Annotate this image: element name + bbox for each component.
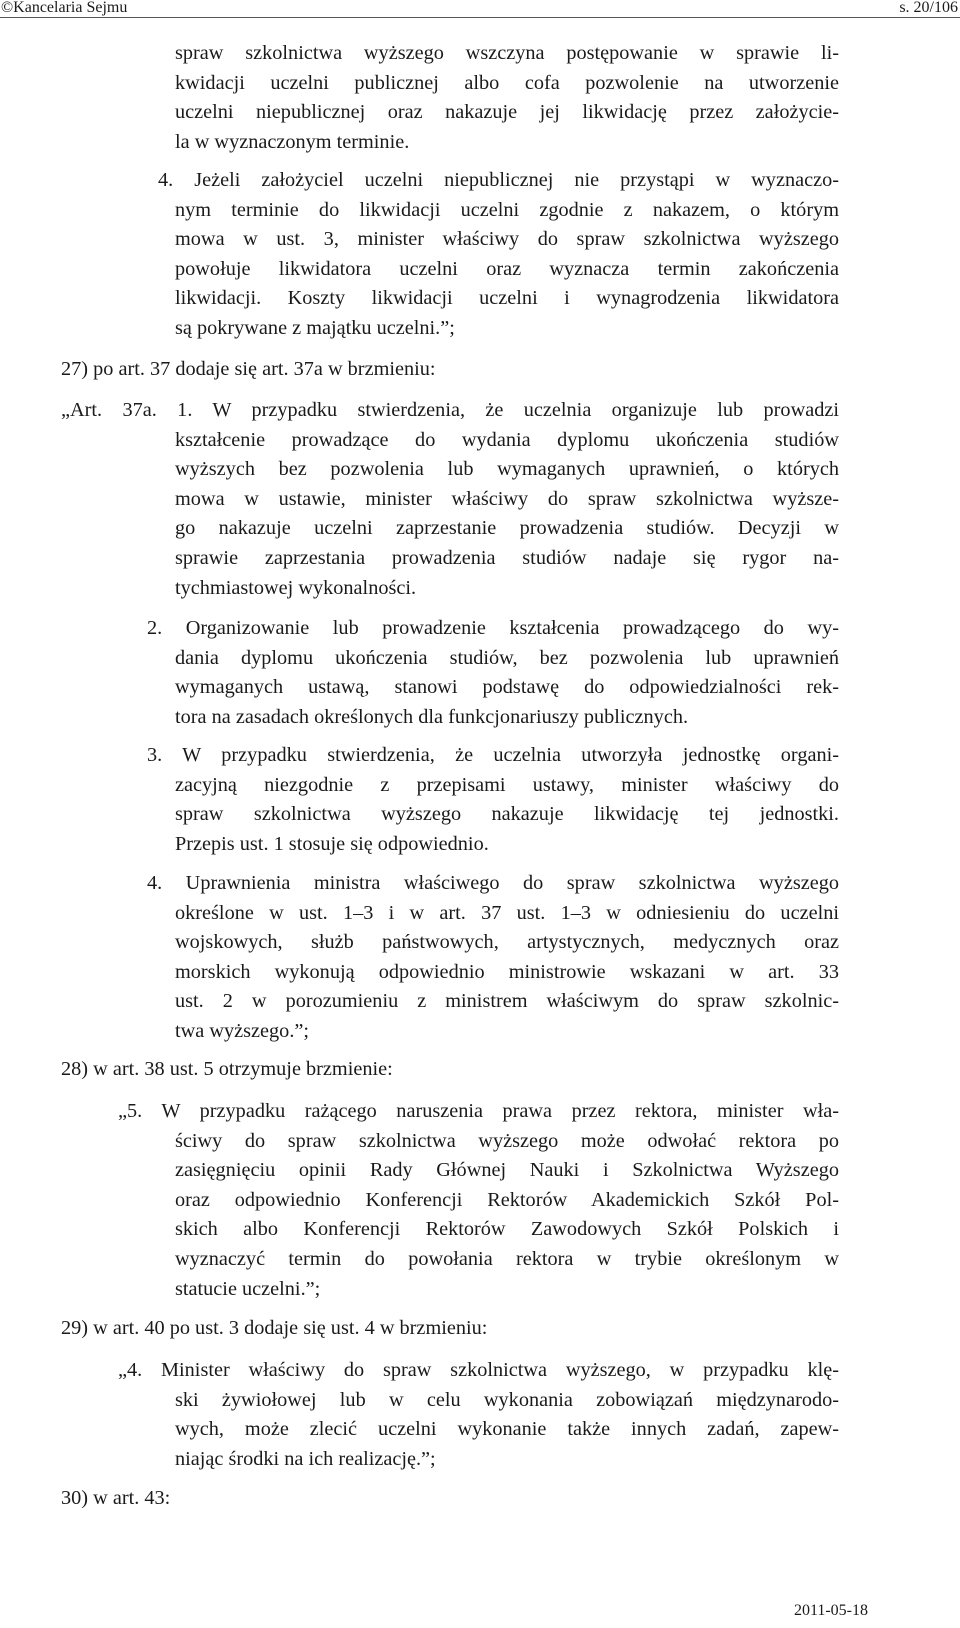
text-line: oraz odpowiednio Konferencji Rektorów Akademickich Szkół Pol-: [175, 1188, 839, 1211]
text-line: uczelni niepublicznej oraz nakazuje jej likwidację przez założycie-: [175, 101, 839, 124]
text-line: skich albo Konferencji Rektorów Zawodowych Szkół Polskich i: [175, 1218, 839, 1241]
text-line: „4. Minister właściwy do spraw szkolnictwa wyższego, w przypadku klę-: [118, 1359, 839, 1381]
text-line: wych, może zlecić uczelni wykonanie także innych zadań, zapew-: [175, 1418, 839, 1441]
text-line: wyższych bez pozwolenia lub wymaganych uprawnień, o których: [175, 458, 839, 481]
text-line: „Art. 37a. 1. W przypadku stwierdzenia, że uczelnia organizuje lub prowadzi: [61, 399, 839, 421]
item-28: [61, 1055, 839, 1085]
text-line: statucie uczelni.”;: [175, 1277, 321, 1300]
text-line: la w wyznaczonym terminie.: [175, 130, 410, 153]
text-line: 2. Organizowanie lub prowadzenie kształcenia prowadzącego do wy-: [147, 617, 839, 639]
text-line: mowa w ustawie, minister właściwy do spraw szkolnictwa wyższe-: [175, 487, 839, 510]
article-37a-ust-3: [147, 741, 839, 859]
text-line: nym terminie do likwidacji uczelni zgodnie z nakazem, o którym: [175, 198, 839, 221]
paragraph-cont: [175, 39, 839, 157]
text-line: są pokrywane z majątku uczelni.”;: [175, 316, 455, 339]
text-line: zasięgnięciu opinii Rady Głównej Nauki i Szkolnictwa Wyższego: [175, 1159, 839, 1182]
item-29: [61, 1314, 839, 1344]
text-line: 30) w art. 43:: [61, 1487, 171, 1509]
text-line: likwidacji. Koszty likwidacji uczelni i wynagrodzenia likwidatora: [175, 287, 839, 310]
text-line: mowa w ust. 3, minister właściwy do spraw szkolnictwa wyższego: [175, 228, 839, 251]
quote-ust-4: [118, 1356, 839, 1474]
text-line: go nakazuje uczelni zaprzestanie prowadzenia studiów. Decyzji w: [175, 517, 839, 540]
text-line: „5. W przypadku rażącego naruszenia prawa przez rektora, minister wła-: [118, 1100, 839, 1122]
text-line: tora na zasadach określonych dla funkcjonariuszy publicznych.: [175, 705, 689, 728]
article-37a-ust-2: [147, 614, 839, 732]
text-line: tychmiastowej wykonalności.: [175, 576, 417, 599]
text-line: określone w ust. 1–3 i w art. 37 ust. 1–3 w odniesieniu do uczelni: [175, 901, 839, 924]
text-line: 3. W przypadku stwierdzenia, że uczelnia utworzyła jednostkę organi-: [147, 744, 839, 766]
article-37a-ust-1: [61, 396, 839, 603]
quote-ust-5: [118, 1097, 839, 1304]
text-line: wyznaczyć termin do powołania rektora w trybie określonym w: [175, 1247, 839, 1270]
text-line: sprawie zaprzestania prowadzenia studiów nadaje się rygor na-: [175, 546, 839, 569]
text-line: wojskowych, służb państwowych, artystycznych, medycznych oraz: [175, 931, 839, 954]
text-line: ściwy do spraw szkolnictwa wyższego może odwołać rektora po: [175, 1129, 839, 1152]
text-line: Przepis ust. 1 stosuje się odpowiednio.: [175, 832, 489, 855]
text-line: dania dyplomu ukończenia studiów, bez pozwolenia lub uprawnień: [175, 646, 839, 669]
text-line: spraw szkolnictwa wyższego wszczyna postępowanie w sprawie li-: [175, 42, 839, 64]
text-line: 28) w art. 38 ust. 5 otrzymuje brzmienie:: [61, 1058, 393, 1080]
text-line: kształcenie prowadzące do wydania dyplomu ukończenia studiów: [175, 428, 839, 451]
item-30: [61, 1484, 839, 1514]
page-header: [0, 0, 960, 17]
text-line: ski żywiołowej lub w celu wykonania zobowiązań międzynarodo-: [175, 1388, 839, 1411]
text-line: powołuje likwidatora uczelni oraz wyznacza termin zakończenia: [175, 257, 839, 280]
header-rule: [0, 17, 960, 18]
footer-date: 2011-05-18: [793, 1602, 868, 1619]
text-line: morskich wykonują odpowiednio ministrowie wskazani w art. 33: [175, 960, 839, 983]
paragraph-ust-4: [158, 166, 839, 344]
copyright-label: ©Kancelaria Sejmu: [1, 0, 128, 16]
article-37a-ust-4: [147, 869, 839, 1047]
item-27: [61, 355, 839, 385]
text-line: 4. Jeżeli założyciel uczelni niepublicznej nie przystąpi w wyznaczo-: [158, 169, 839, 191]
text-line: 29) w art. 40 po ust. 3 dodaje się ust. 4 w brzmieniu:: [61, 1317, 488, 1339]
text-line: twa wyższego.”;: [175, 1019, 310, 1042]
text-line: zacyjną niezgodnie z przepisami ustawy, minister właściwy do: [175, 773, 839, 796]
text-line: 27) po art. 37 dodaje się art. 37a w brzmieniu:: [61, 358, 436, 380]
text-line: kwidacji uczelni publicznej albo cofa pozwolenie na utworzenie: [175, 71, 839, 94]
text-line: niając środki na ich realizację.”;: [175, 1447, 436, 1470]
text-line: spraw szkolnictwa wyższego nakazuje likwidację tej jednostki.: [175, 803, 839, 826]
text-line: ust. 2 w porozumieniu z ministrem właściwym do spraw szkolnic-: [175, 990, 839, 1013]
text-line: 4. Uprawnienia ministra właściwego do spraw szkolnictwa wyższego: [147, 872, 839, 894]
page-number: s. 20/106: [899, 0, 958, 16]
text-line: wymaganych ustawą, stanowi podstawę do odpowiedzialności rek-: [175, 676, 839, 699]
